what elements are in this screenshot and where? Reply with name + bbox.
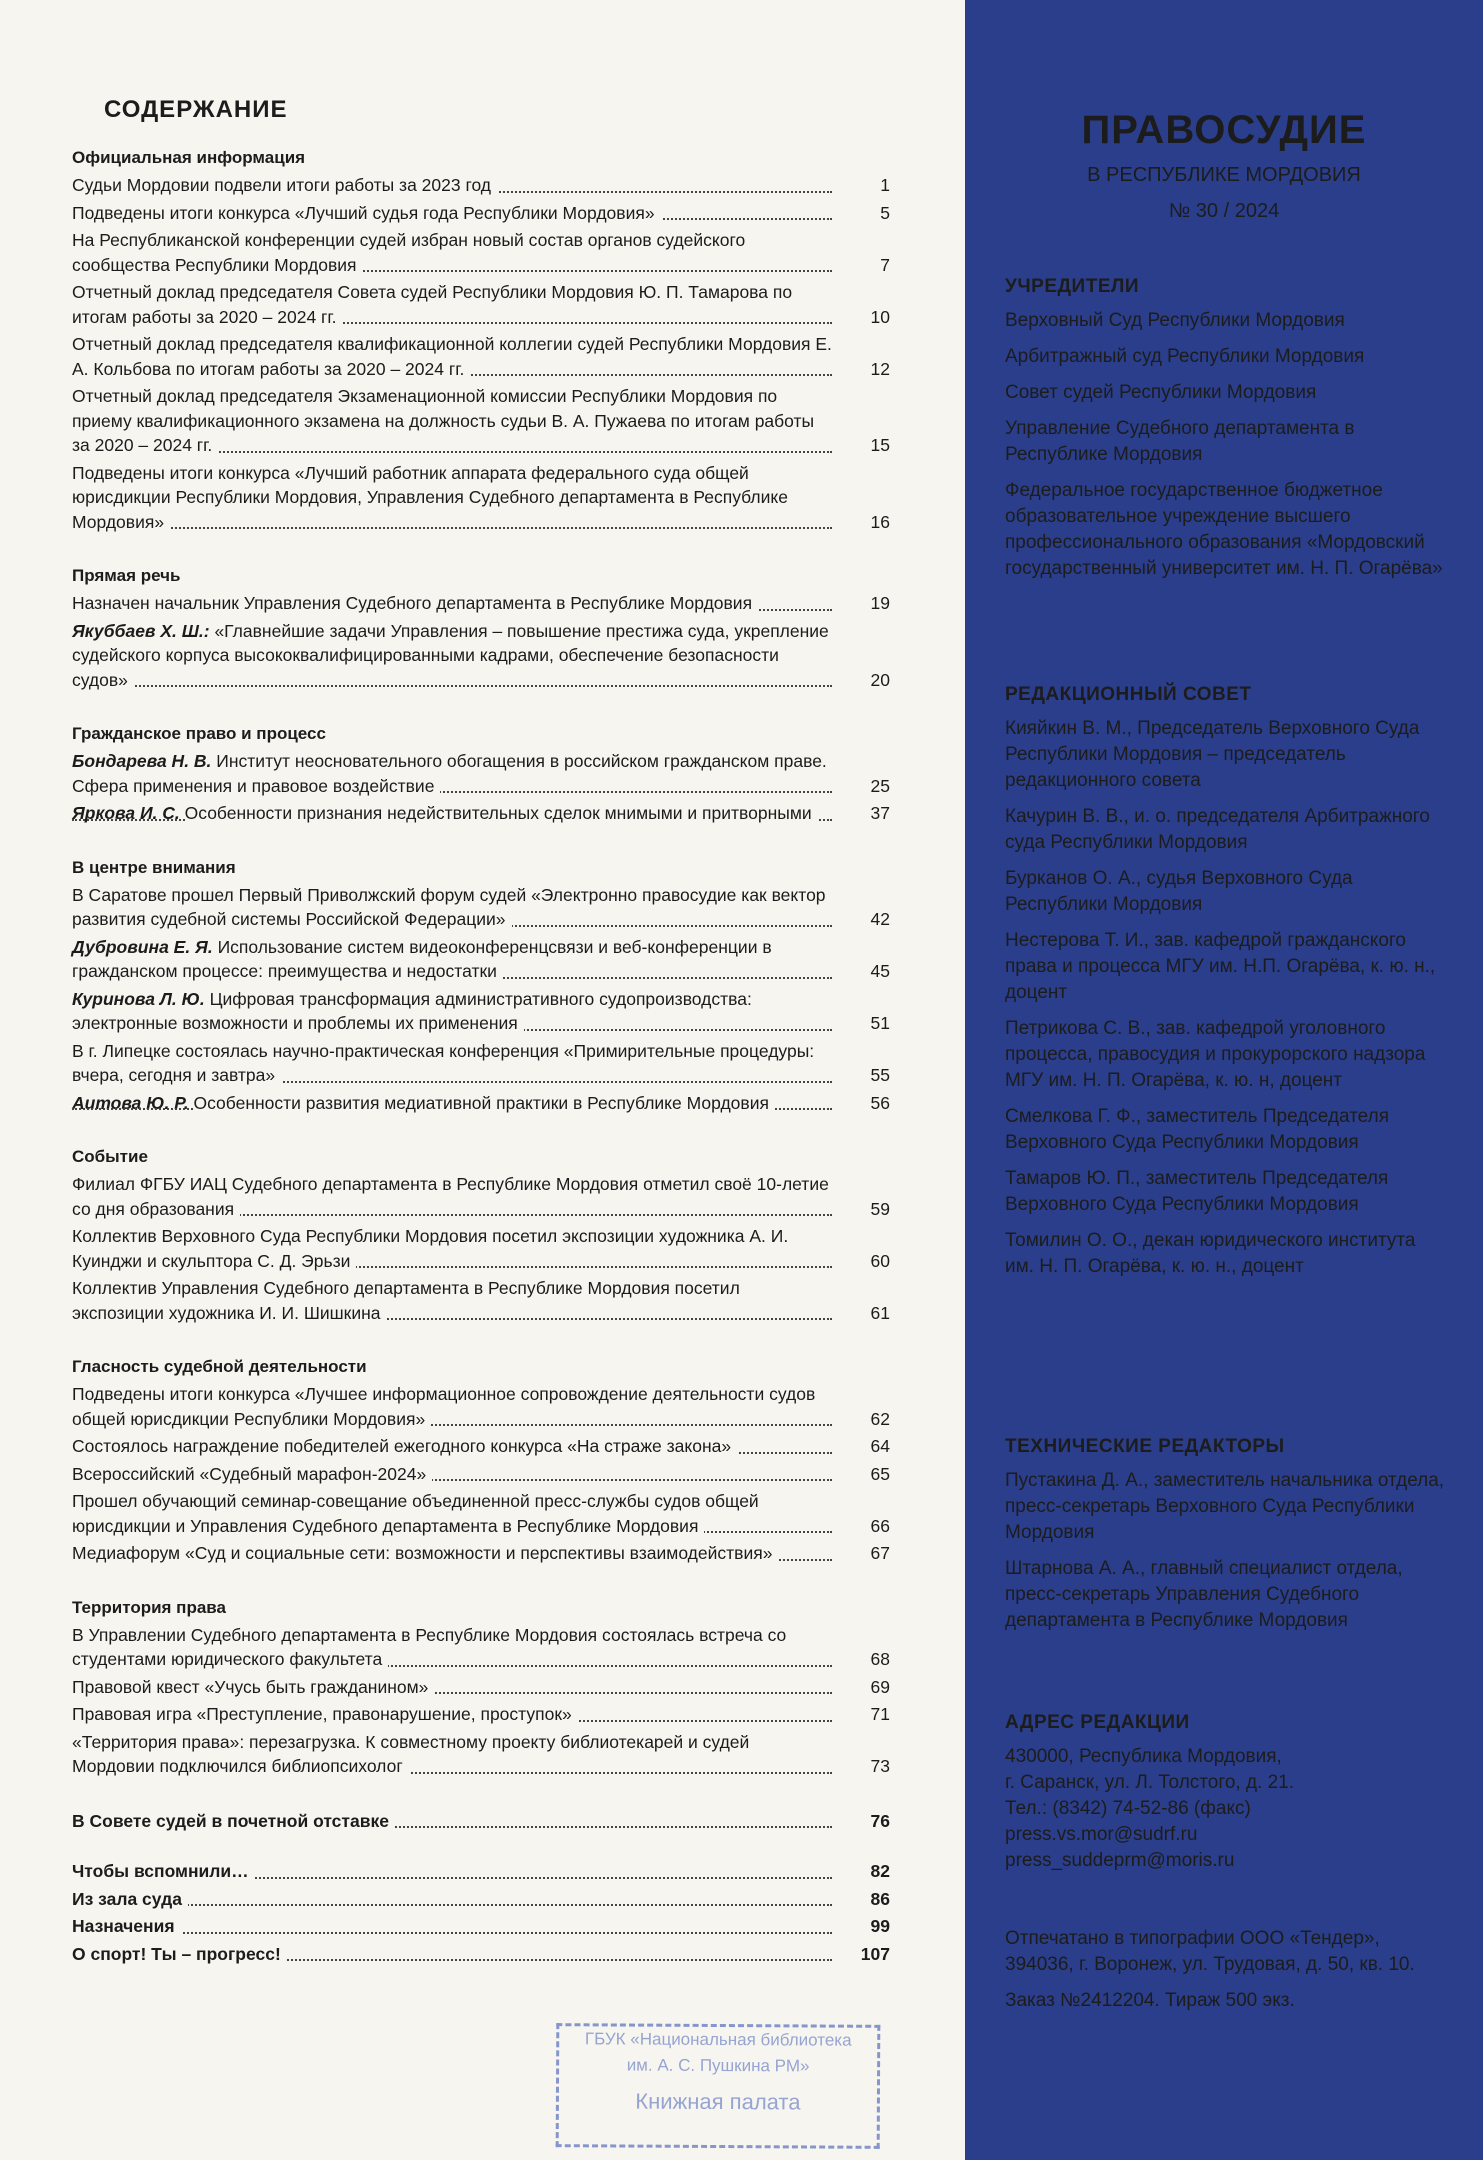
- toc-page-number: 76: [870, 1810, 890, 1831]
- toc-entry: [72, 1091, 890, 1116]
- toc-entry-author: Якуббаев Х. Ш.:: [72, 620, 210, 641]
- toc-entry: [72, 1434, 890, 1459]
- magazine-issue: № 30 / 2024: [1168, 200, 1280, 222]
- toc-page-number: 59: [870, 1198, 890, 1219]
- toc-page-number: 1: [880, 175, 890, 195]
- toc-entry-title: В Саратове прошел Первый Приволжский форум судей «Электронно правосудие как вектор развития судебной системы Российской Федерации»: [72, 884, 826, 929]
- tech-editors-heading: ТЕХНИЧЕСКИЕ РЕДАКТОРЫ: [1005, 1436, 1285, 1457]
- toc-entry: [72, 173, 890, 198]
- library-stamp: [556, 2023, 881, 2149]
- toc-entry-author: Куринова Л. Ю.: [72, 988, 205, 1009]
- toc-section-title: Гражданское право и процесс: [72, 724, 326, 743]
- toc-page-number: 99: [870, 1916, 890, 1936]
- toc-entry-title: Особенности развития медиативной практики в Республике Мордовия: [193, 1093, 775, 1113]
- address-heading: АДРЕС РЕДАКЦИИ: [1005, 1712, 1190, 1733]
- toc-entry-title: В Управлении Судебного департамента в Республике Мордовия состоялась встреча со студентами юридического факультета: [72, 1624, 787, 1669]
- toc-page-number: 37: [870, 803, 890, 823]
- council-member: Смелкова Г. Ф., заместитель Председателя Верховного Суда Республики Мордовия: [1005, 1106, 1389, 1153]
- toc-entry: [72, 201, 890, 226]
- toc-section: [72, 564, 890, 692]
- founders-block: [1005, 276, 1445, 592]
- founder-item: Федеральное государственное бюджетное образовательное учреждение высшего профессионального образования «Мордовский государственный университет им. Н. П. Огарёва»: [1005, 480, 1443, 579]
- founder-item: Управление Судебного департамента в Республике Мордовия: [1005, 418, 1355, 465]
- toc-entry-title: «Территория права»: перезагрузка. К совместному проекту библиотекарей и судей Мордовии подключился библиопсихолог: [72, 1731, 750, 1776]
- email: press_suddeprm@moris.ru: [1005, 1850, 1235, 1871]
- email: press.vs.mor@sudrf.ru: [1005, 1824, 1198, 1845]
- toc-entry: [72, 591, 890, 616]
- toc-page-number: 68: [870, 1649, 890, 1669]
- toc-entry: [72, 801, 890, 826]
- toc-entry-title: Правовой квест «Учусь быть гражданином»: [72, 1677, 434, 1697]
- toc-page-number: 56: [870, 1092, 890, 1113]
- toc-page-number: 7: [880, 254, 890, 275]
- toc-entry-title: Подведены итоги конкурса «Лучший работник аппарата федерального суда общей юрисдикции Республики Мордовия, Управления Судебного департамента в Республике Мордовия»: [72, 462, 788, 532]
- address-block: [1005, 1712, 1445, 1874]
- toc-page-number: 16: [870, 511, 890, 532]
- toc-entry: [72, 1039, 890, 1088]
- toc-standalone: [72, 1809, 890, 1967]
- founder-item: Арбитражный суд Республики Мордовия: [1005, 346, 1365, 367]
- editorial-council-block: [1005, 684, 1445, 1290]
- toc-entry: [72, 1462, 890, 1487]
- council-member: Петрикова С. В., зав. кафедрой уголовного процесса, правосудия и прокурорского надзора МГУ им. Н. П. Огарёва, к. ю. н, доцент: [1005, 1018, 1426, 1091]
- toc-page-number: 15: [870, 435, 890, 455]
- stamp-line: Книжная палата: [635, 2088, 801, 2115]
- toc-entry: [72, 384, 890, 458]
- toc-page-number: 25: [870, 775, 890, 796]
- toc-entry-title: На Республиканской конференции судей избран новый состав органов судейского сообщества Республики Мордовия: [72, 230, 746, 275]
- toc-page-number: 42: [870, 909, 890, 929]
- toc-entry: [72, 1276, 890, 1325]
- dot-leader: [72, 685, 832, 687]
- toc-entry-author: Бондарева Н. В.: [72, 751, 212, 771]
- toc-page-number: 65: [870, 1463, 890, 1484]
- address-line: г. Саранск, ул. Л. Толстого, д. 21.: [1005, 1772, 1295, 1793]
- toc-entry-title: Коллектив Управления Судебного департамента в Республике Мордовия посетил экспозиции художника И. И. Шишкина: [72, 1278, 740, 1323]
- toc-entry-title: Прошел обучающий семинар-совещание объединенной пресс-службы судов общей юрисдикции и Управления Судебного департамента в Республике Мордовия: [72, 1491, 759, 1536]
- toc-entry: [72, 1623, 890, 1672]
- toc-section: [72, 1355, 890, 1566]
- toc-entry-title: Судьи Мордовии подвели итоги работы за 2023 год: [72, 175, 497, 195]
- toc-page-number: 66: [870, 1515, 890, 1536]
- stamp-line: ГБУК «Национальная библиотека: [584, 2029, 852, 2050]
- toc-entry: [72, 749, 890, 798]
- council-member: Бурканов О. А., судья Верховного Суда Республики Мордовия: [1005, 868, 1353, 915]
- toc-entry-title: Назначен начальник Управления Судебного департамента в Республике Мордовия: [72, 593, 758, 613]
- tech-editor: Штарнова А. А., главный специалист отдела, пресс-секретарь Управления Судебного департамента в Республике Мордовия: [1005, 1558, 1403, 1631]
- toc-page-number: 60: [870, 1250, 890, 1271]
- toc-page-number: 61: [870, 1302, 890, 1323]
- toc-entry: [72, 1541, 890, 1566]
- toc-entry: [72, 1809, 890, 1834]
- toc-entry: [72, 280, 890, 329]
- toc-entry-title: Коллектив Верховного Суда Республики Мордовия посетил экспозиции художника А. И. Куинджи и скульптора С. Д. Эрьзи: [72, 1226, 789, 1271]
- toc-section: [72, 856, 890, 1116]
- print-order: Заказ №2412204. Тираж 500 экз.: [1005, 1990, 1295, 2011]
- toc-section-title: В центре внимания: [72, 857, 236, 877]
- toc-entry-author: Аитова Ю. Р.: [72, 1092, 189, 1113]
- council-heading: РЕДАКЦИОННЫЙ СОВЕТ: [1005, 684, 1252, 705]
- toc-entry-title: Всероссийский «Судебный марафон-2024»: [72, 1464, 432, 1484]
- toc-entry: [72, 619, 890, 693]
- toc-entry-title: Институт неосновательного обогащения в российском гражданском праве. Сфера применения и правовое воздействие: [72, 751, 827, 796]
- council-member: Тамаров Ю. П., заместитель Председателя Верховного Суда Республики Мордовия: [1005, 1168, 1389, 1215]
- toc-entry-title: Состоялось награждение победителей ежегодного конкурса «На страже закона»: [72, 1436, 737, 1456]
- phone: Тел.: (8342) 74-52-86 (факс): [1005, 1798, 1251, 1819]
- toc-entry-title: Цифровая трансформация административного судопроизводства: электронные возможности и проблемы их применения: [72, 988, 752, 1033]
- toc-page-number: 10: [870, 306, 890, 327]
- toc-entry-title: Подведены итоги конкурса «Лучшее информационное сопровождение деятельности судов общей юрисдикции Республики Мордовия»: [72, 1384, 816, 1429]
- toc-entry-title: Отчетный доклад председателя Экзаменационной комиссии Республики Мордовия по приему квалификационного экзамена на должность судьи В. А. Пужаева по итогам работы за 2020 – 2024 гг.: [72, 386, 815, 455]
- toc-page-number: 69: [870, 1676, 890, 1697]
- toc-entry-title: В Совете судей в почетной отставке: [72, 1811, 395, 1831]
- toc-title: СОДЕРЖАНИЕ: [104, 96, 288, 123]
- toc-entry-title: Из зала суда: [72, 1889, 188, 1909]
- toc-entry: [72, 461, 890, 535]
- toc-page-number: 82: [870, 1861, 890, 1881]
- magazine-subtitle: В РЕСПУБЛИКЕ МОРДОВИЯ: [1087, 164, 1361, 186]
- magazine-title: ПРАВОСУДИЕ: [1081, 108, 1367, 152]
- toc-entry-title: «Главнейшие задачи Управления – повышение престижа суда, укрепление судейского корпуса высококвалифицированными кадрами, обеспечение безопасности судов»: [72, 620, 829, 690]
- printing-block: [1005, 1926, 1445, 2014]
- toc-page-number: 71: [870, 1704, 890, 1724]
- toc-entry-title: Филиал ФГБУ ИАЦ Судебного департамента в Республике Мордовия отметил своё 10-летие со дня образования: [72, 1174, 829, 1219]
- toc-entry: [72, 1172, 890, 1221]
- toc-entry-title: Отчетный доклад председателя Совета судей Республики Мордовия Ю. П. Тамарова по итогам работы за 2020 – 2024 гг.: [72, 282, 793, 327]
- toc-page-number: 55: [870, 1065, 890, 1085]
- toc-page-number: 64: [870, 1436, 890, 1456]
- toc-page-number: 20: [870, 669, 890, 690]
- toc-entry-title: Медиафорум «Суд и социальные сети: возможности и перспективы взаимодействия»: [72, 1543, 778, 1563]
- tech-editor: Пустакина Д. А., заместитель начальника отдела, пресс-секретарь Верховного Суда Республики Мордовия: [1005, 1470, 1445, 1543]
- toc-section: [72, 1145, 890, 1325]
- toc-page-number: 67: [870, 1543, 890, 1563]
- toc-page-number: 86: [870, 1888, 890, 1909]
- dot-leader: [72, 527, 832, 529]
- toc-entry-author: Дубровина Е. Я.: [72, 936, 213, 957]
- toc-section-title: Событие: [72, 1147, 148, 1166]
- council-member: Качурин В. В., и. о. председателя Арбитражного суда Республики Мордовия: [1005, 806, 1430, 853]
- dot-leader: [72, 1932, 832, 1934]
- toc-page-number: 62: [870, 1408, 890, 1429]
- toc-entry-title: Назначения: [72, 1916, 181, 1936]
- toc-entry: [72, 1887, 890, 1912]
- toc-entry-title: В г. Липецке состоялась научно-практическая конференция «Примирительные процедуры: вчера, сегодня и завтра»: [72, 1040, 815, 1085]
- toc-section-title: Территория права: [72, 1597, 226, 1617]
- toc-entry: [72, 987, 890, 1036]
- toc-entry: [72, 1382, 890, 1431]
- address-line: 430000, Республика Мордовия,: [1005, 1746, 1282, 1767]
- toc-page-number: 45: [870, 961, 890, 981]
- tech-editors-block: [1005, 1436, 1445, 1644]
- toc-section: [72, 146, 890, 534]
- toc-entry: [72, 1730, 890, 1779]
- council-member: Нестерова Т. И., зав. кафедрой гражданского права и процесса МГУ им. Н.П. Огарёва, к. ю. н., доцент: [1005, 930, 1436, 1003]
- toc-page-number: 51: [870, 1013, 890, 1033]
- toc-entry: [72, 1859, 890, 1884]
- toc-section-title: Прямая речь: [72, 566, 181, 585]
- toc-entry: [72, 883, 890, 932]
- toc-entry-title: Особенности признания недействительных сделок мнимыми и притворными: [185, 803, 818, 823]
- toc-page-number: 12: [870, 358, 890, 379]
- toc-entry: [72, 1702, 890, 1727]
- toc-entry: [72, 1914, 890, 1939]
- toc-entry-title: Правовая игра «Преступление, правонарушение, проступок»: [72, 1704, 578, 1724]
- toc-entry-title: Использование систем видеоконференцсвязи и веб-конференции в гражданском процессе: преимущества и недостатки: [72, 936, 772, 981]
- table-of-contents: [72, 146, 890, 1966]
- toc-section-title: Официальная информация: [72, 148, 306, 167]
- toc-entry-title: Чтобы вспомнили…: [72, 1861, 255, 1881]
- toc-entry: [72, 1942, 890, 1967]
- toc-page-number: 107: [860, 1943, 890, 1964]
- toc-entry: [72, 935, 890, 984]
- toc-entry-title: Подведены итоги конкурса «Лучший судья года Республики Мордовия»: [72, 203, 661, 223]
- founders-heading: УЧРЕДИТЕЛИ: [1005, 276, 1139, 297]
- toc-entry-title: О спорт! Ты – прогресс!: [72, 1944, 287, 1964]
- toc-entry: [72, 1224, 890, 1273]
- printing-info: Отпечатано в типографии ООО «Тендер», 394036, г. Воронеж, ул. Трудовая, д. 50, кв. 10.: [1005, 1928, 1415, 1975]
- toc-section-title: Гласность судебной деятельности: [72, 1357, 367, 1376]
- toc-entry: [72, 228, 890, 277]
- toc-entry-author: Яркова И. С.: [72, 803, 180, 823]
- council-member: Томилин О. О., декан юридического института им. Н. П. Огарёва, к. ю. н., доцент: [1005, 1230, 1416, 1277]
- founder-item: Верховный Суд Республики Мордовия: [1005, 310, 1345, 331]
- toc-section: [72, 722, 890, 826]
- toc-entry-title: Отчетный доклад председателя квалификационной коллегии судей Республики Мордовия Е. А. Кольбова по итогам работы за 2020 – 2024 гг.: [72, 334, 832, 379]
- toc-entry: [72, 1675, 890, 1700]
- founder-item: Совет судей Республики Мордовия: [1005, 382, 1317, 403]
- toc-page-number: 19: [870, 593, 890, 613]
- toc-page-number: 5: [880, 202, 890, 223]
- stamp-line: им. А. С. Пушкина РМ»: [626, 2055, 810, 2076]
- council-member: Кияйкин В. М., Председатель Верховного Суда Республики Мордовия – председатель редакционного совета: [1005, 718, 1420, 791]
- toc-section: [72, 1596, 890, 1779]
- toc-page-number: 73: [870, 1756, 890, 1776]
- toc-entry: [72, 332, 890, 381]
- toc-entry: [72, 1489, 890, 1538]
